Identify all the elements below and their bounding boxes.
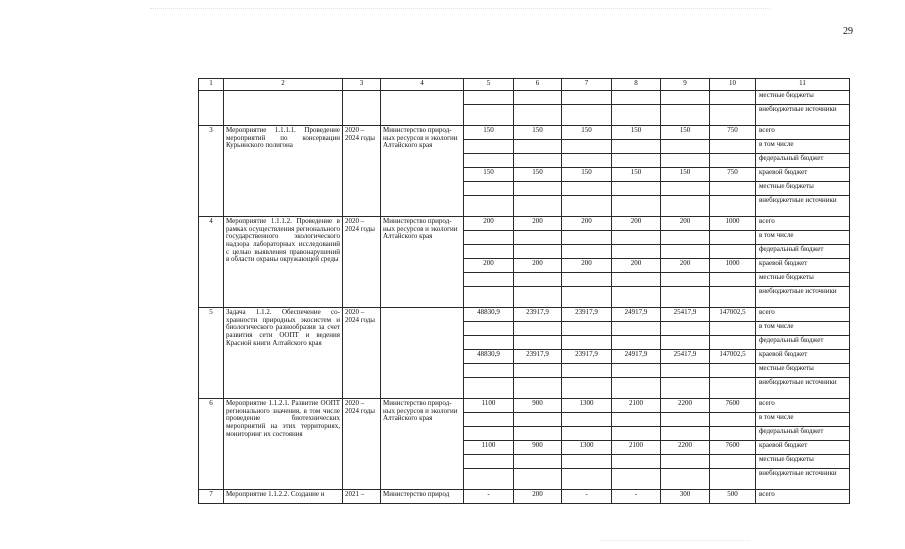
column-header: 10 [710, 79, 756, 91]
scan-artifact [600, 540, 750, 543]
value-cell: - [562, 490, 612, 504]
value-cell [612, 154, 661, 168]
table-row [199, 91, 850, 105]
value-cell [612, 231, 661, 245]
value-cell: 150 [514, 168, 562, 182]
value-cell [710, 196, 756, 217]
value-cell [464, 322, 514, 336]
value-cell: 150 [612, 126, 661, 140]
value-cell [661, 455, 710, 469]
value-cell: 7600 [710, 441, 756, 455]
funding-source: федеральный бюджет [756, 427, 850, 441]
value-cell [612, 364, 661, 378]
value-cell [710, 322, 756, 336]
funding-source: всего [756, 399, 850, 413]
activity-name: Мероприятие 1.1.2.1. Развитие ООПТ регионального значения, в том числе проведение биотехнических мероприятий на этих территориях, мониторинг их состояния [224, 399, 343, 490]
value-cell: 150 [612, 168, 661, 182]
cont-name [224, 91, 343, 126]
table-row [199, 217, 850, 231]
value-cell [612, 336, 661, 350]
value-cell [661, 469, 710, 490]
value-cell [710, 364, 756, 378]
value-cell: 24917,9 [612, 350, 661, 364]
value-cell [612, 455, 661, 469]
column-header: 3 [343, 79, 381, 91]
value-cell [514, 91, 562, 105]
value-cell [562, 322, 612, 336]
value-cell [464, 378, 514, 399]
value-cell: 200 [612, 259, 661, 273]
value-cell [562, 105, 612, 126]
value-cell: 150 [464, 126, 514, 140]
value-cell: 1100 [464, 441, 514, 455]
value-cell [661, 427, 710, 441]
value-cell [562, 413, 612, 427]
value-cell [562, 245, 612, 259]
value-cell [464, 336, 514, 350]
funding-source: краевой бюджет [756, 350, 850, 364]
value-cell [514, 196, 562, 217]
value-cell: 1300 [562, 441, 612, 455]
period: 2020 – 2024 годы [343, 308, 381, 399]
value-cell: 2100 [612, 399, 661, 413]
value-cell [514, 413, 562, 427]
column-header: 5 [464, 79, 514, 91]
value-cell [710, 140, 756, 154]
value-cell: 150 [562, 126, 612, 140]
value-cell [464, 182, 514, 196]
value-cell: - [612, 490, 661, 504]
funding-source: в том числе [756, 413, 850, 427]
table-row [199, 79, 850, 91]
value-cell [464, 140, 514, 154]
cont-period [343, 91, 381, 126]
value-cell [612, 245, 661, 259]
value-cell: 300 [661, 490, 710, 504]
funding-source: федеральный бюджет [756, 245, 850, 259]
value-cell [661, 336, 710, 350]
value-cell [464, 273, 514, 287]
value-cell [661, 105, 710, 126]
period: 2020 – 2024 годы [343, 217, 381, 308]
column-header: 7 [562, 79, 612, 91]
value-cell: 200 [464, 217, 514, 231]
funding-source: местные бюджеты [756, 182, 850, 196]
row-number: 6 [199, 399, 224, 490]
value-cell [514, 231, 562, 245]
value-cell [710, 469, 756, 490]
value-cell: - [464, 490, 514, 504]
value-cell [562, 364, 612, 378]
value-cell [612, 91, 661, 105]
cont-executor [381, 91, 464, 126]
value-cell [514, 273, 562, 287]
value-cell [464, 154, 514, 168]
value-cell: 7600 [710, 399, 756, 413]
executor [381, 308, 464, 399]
value-cell [514, 455, 562, 469]
funding-source: внебюджетные источники [756, 196, 850, 217]
executor: Министерство природных ресурсов и экологии Алтайского края [381, 217, 464, 308]
value-cell [562, 336, 612, 350]
value-cell [514, 378, 562, 399]
funding-source: в том числе [756, 322, 850, 336]
value-cell [562, 273, 612, 287]
value-cell [710, 336, 756, 350]
value-cell [612, 182, 661, 196]
funding-source: внебюджетные источники [756, 469, 850, 490]
value-cell: 200 [514, 217, 562, 231]
funding-source: внебюджетные источники [756, 378, 850, 399]
value-cell: 1100 [464, 399, 514, 413]
value-cell [514, 245, 562, 259]
value-cell: 2100 [612, 441, 661, 455]
value-cell: 2200 [661, 399, 710, 413]
funding-source: внебюджетные источники [756, 287, 850, 308]
value-cell [514, 154, 562, 168]
value-cell [464, 455, 514, 469]
value-cell [464, 287, 514, 308]
column-header: 2 [224, 79, 343, 91]
value-cell: 23917,9 [514, 308, 562, 322]
value-cell [562, 427, 612, 441]
value-cell [464, 469, 514, 490]
value-cell [710, 182, 756, 196]
value-cell [661, 245, 710, 259]
value-cell [562, 378, 612, 399]
row-number: 7 [199, 490, 224, 504]
value-cell [514, 322, 562, 336]
value-cell: 147002,5 [710, 350, 756, 364]
value-cell [661, 231, 710, 245]
value-cell [464, 105, 514, 126]
value-cell: 23917,9 [562, 308, 612, 322]
period: 2020 – 2024 годы [343, 399, 381, 490]
value-cell: 200 [514, 259, 562, 273]
value-cell: 48830,9 [464, 308, 514, 322]
value-cell [464, 231, 514, 245]
executor: Министерство природ [381, 490, 464, 504]
value-cell [562, 196, 612, 217]
value-cell: 24917,9 [612, 308, 661, 322]
value-cell [562, 231, 612, 245]
activity-name: Задача 1.1.2. Обеспечение сохранности природных экосистем и биологического разнообразия за счет развития сети ООПТ и ведения Красной книги Алтайского края [224, 308, 343, 399]
value-cell: 200 [514, 490, 562, 504]
value-cell [562, 287, 612, 308]
value-cell: 200 [661, 217, 710, 231]
value-cell: 23917,9 [514, 350, 562, 364]
value-cell: 900 [514, 441, 562, 455]
row-number: 5 [199, 308, 224, 399]
value-cell [612, 196, 661, 217]
funding-source: внебюджетные источники [756, 105, 850, 126]
table-row [199, 490, 850, 504]
funding-source: всего [756, 217, 850, 231]
value-cell: 200 [464, 259, 514, 273]
funding-source: местные бюджеты [756, 364, 850, 378]
value-cell: 25417,9 [661, 308, 710, 322]
activity-name: Мероприятие 1.1.1.1. Проведение мероприятий по консервации Курьинского полигона [224, 126, 343, 217]
value-cell [562, 182, 612, 196]
funding-source: всего [756, 490, 850, 504]
value-cell [710, 273, 756, 287]
row-number: 3 [199, 126, 224, 217]
funding-source: всего [756, 308, 850, 322]
value-cell [562, 154, 612, 168]
value-cell [514, 140, 562, 154]
value-cell: 23917,9 [562, 350, 612, 364]
value-cell [661, 378, 710, 399]
value-cell [514, 287, 562, 308]
value-cell: 150 [661, 126, 710, 140]
value-cell [612, 140, 661, 154]
funding-source: краевой бюджет [756, 441, 850, 455]
value-cell: 25417,9 [661, 350, 710, 364]
value-cell [562, 91, 612, 105]
value-cell: 1300 [562, 399, 612, 413]
value-cell: 1000 [710, 217, 756, 231]
value-cell [612, 469, 661, 490]
value-cell [710, 91, 756, 105]
period: 2020 – 2024 годы [343, 126, 381, 217]
value-cell: 2200 [661, 441, 710, 455]
value-cell [661, 154, 710, 168]
value-cell [562, 469, 612, 490]
funding-source: в том числе [756, 231, 850, 245]
value-cell [514, 336, 562, 350]
value-cell [464, 364, 514, 378]
value-cell [514, 182, 562, 196]
value-cell [464, 245, 514, 259]
value-cell: 200 [612, 217, 661, 231]
value-cell [661, 322, 710, 336]
value-cell: 150 [661, 168, 710, 182]
value-cell [710, 105, 756, 126]
value-cell [464, 413, 514, 427]
funding-source: федеральный бюджет [756, 336, 850, 350]
scan-artifact [150, 8, 770, 11]
value-cell [661, 140, 710, 154]
value-cell [464, 91, 514, 105]
value-cell [612, 273, 661, 287]
value-cell [514, 364, 562, 378]
value-cell: 200 [562, 217, 612, 231]
value-cell [612, 322, 661, 336]
value-cell: 150 [464, 168, 514, 182]
column-header: 8 [612, 79, 661, 91]
value-cell: 500 [710, 490, 756, 504]
value-cell [562, 140, 612, 154]
funding-source: федеральный бюджет [756, 154, 850, 168]
value-cell: 147002,5 [710, 308, 756, 322]
value-cell [612, 287, 661, 308]
value-cell [710, 427, 756, 441]
value-cell [710, 245, 756, 259]
value-cell [661, 196, 710, 217]
activity-name: Мероприятие 1.1.1.2. Проведение в рамках осуществления регионального государственного экологического надзора лабораторных исследований с целью выявления правонарушений в области охраны окружающей среды [224, 217, 343, 308]
column-header: 9 [661, 79, 710, 91]
value-cell [514, 427, 562, 441]
value-cell: 750 [710, 126, 756, 140]
value-cell: 48830,9 [464, 350, 514, 364]
column-header: 1 [199, 79, 224, 91]
value-cell [464, 196, 514, 217]
page-number: 29 [843, 26, 853, 37]
period: 2021 – [343, 490, 381, 504]
value-cell [514, 105, 562, 126]
table-row [199, 308, 850, 322]
value-cell: 200 [562, 259, 612, 273]
value-cell [464, 427, 514, 441]
value-cell [514, 469, 562, 490]
column-header: 11 [756, 79, 850, 91]
value-cell: 150 [562, 168, 612, 182]
funding-source: местные бюджеты [756, 273, 850, 287]
value-cell [710, 154, 756, 168]
value-cell [710, 231, 756, 245]
value-cell [612, 413, 661, 427]
funding-source: краевой бюджет [756, 259, 850, 273]
activity-name: Мероприятие 1.1.2.2. Создание и [224, 490, 343, 504]
funding-source: местные бюджеты [756, 455, 850, 469]
value-cell [661, 413, 710, 427]
value-cell [661, 182, 710, 196]
funding-source: местные бюджеты [756, 91, 850, 105]
value-cell: 200 [661, 259, 710, 273]
value-cell [661, 364, 710, 378]
cont-num [199, 91, 224, 126]
executor: Министерство природных ресурсов и экологии Алтайского края [381, 399, 464, 490]
row-number: 4 [199, 217, 224, 308]
value-cell [612, 105, 661, 126]
program-funding-table [198, 78, 850, 504]
funding-source: краевой бюджет [756, 168, 850, 182]
value-cell: 900 [514, 399, 562, 413]
funding-source: всего [756, 126, 850, 140]
executor: Министерство природных ресурсов и экологии Алтайского края [381, 126, 464, 217]
value-cell [710, 378, 756, 399]
column-header: 6 [514, 79, 562, 91]
value-cell [661, 287, 710, 308]
value-cell: 1000 [710, 259, 756, 273]
column-header: 4 [381, 79, 464, 91]
table-row [199, 126, 850, 140]
value-cell: 750 [710, 168, 756, 182]
funding-source: в том числе [756, 140, 850, 154]
value-cell: 150 [514, 126, 562, 140]
value-cell [612, 427, 661, 441]
value-cell [612, 378, 661, 399]
value-cell [661, 273, 710, 287]
value-cell [710, 455, 756, 469]
value-cell [710, 287, 756, 308]
value-cell [661, 91, 710, 105]
value-cell [710, 413, 756, 427]
table-row [199, 399, 850, 413]
value-cell [562, 455, 612, 469]
